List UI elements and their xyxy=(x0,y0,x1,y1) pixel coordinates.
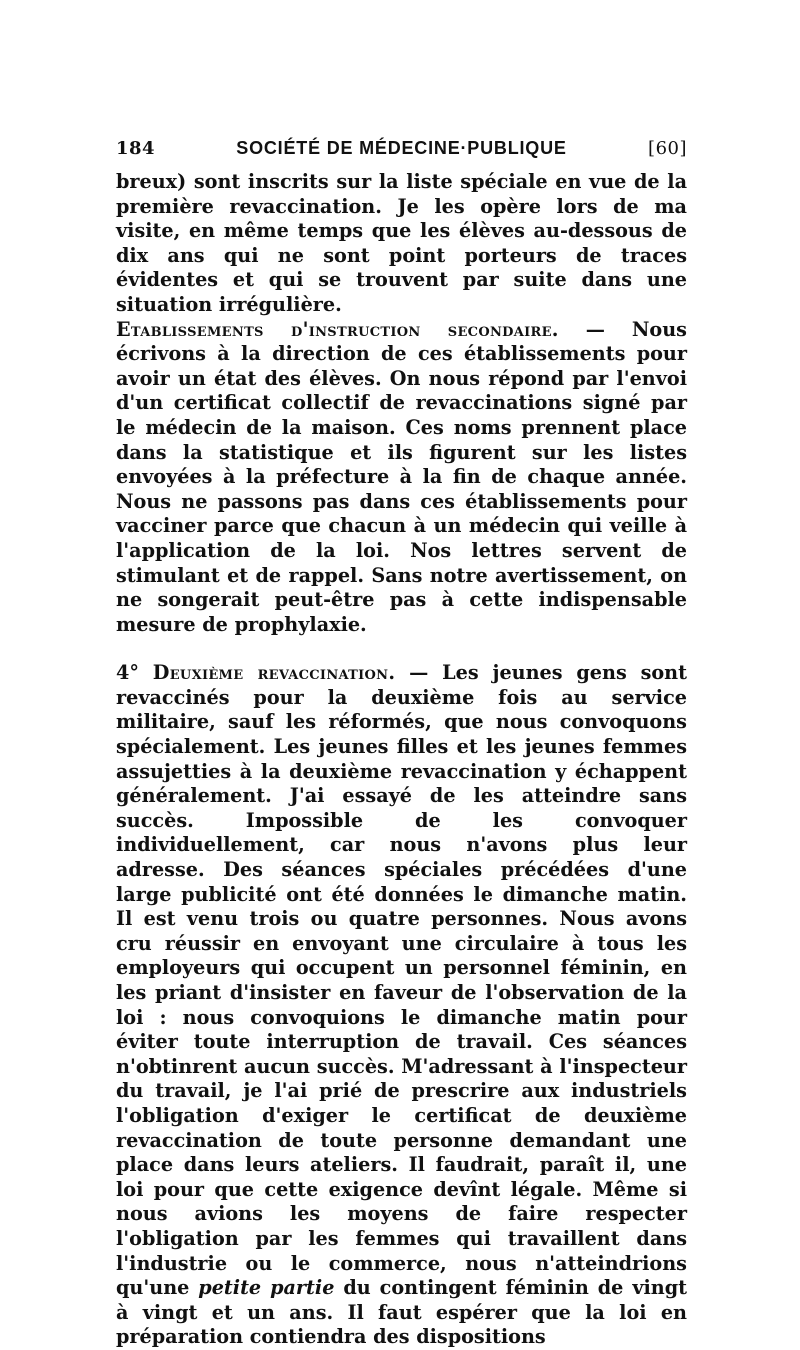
paragraph-text: Les jeunes gens sont revaccinés pour la deuxième fois au service militaire, sauf les réformés, que nous convoquons spécialement. Les jeunes filles et les jeunes femmes assujetties à la deuxième revaccination y échappent généralement. J'ai essayé de les atteindre sans succès. Impossible de les convoquer individuellement, car nous n'avons plus leur adresse. Des séances spéciales précédées d'une large publicité ont été données le dimanche matin. Il est venu trois ou quatre personnes. Nous avons cru réussir en envoyant une circulaire à tous les employeurs qui occupent un personnel féminin, en les priant d'insister en faveur de l'observation de la loi : nous convoquions le dimanche matin pour éviter toute interruption de travail. Ces séances n'obtinrent aucun succès. M'adressant à l'inspecteur du travail, je l'ai prié de prescrire aux industriels l'obligation d'exiger le certificat de deuxième revaccination de toute personne demandant une place dans leurs ateliers. Il faudrait, paraît il, une loi pour que cette exigence devînt légale. Même si nous avions les moyens de faire respecter l'obligation par les femmes qui travaillent dans l'industrie ou le commerce, nous n'atteindrions qu'une xyxy=(116,661,687,1300)
section-heading: Etablissements d'instruction secondaire. xyxy=(116,317,559,341)
paragraph-continuation xyxy=(116,170,687,318)
running-head xyxy=(116,138,687,164)
paragraph-second-revaccination xyxy=(116,661,687,1350)
paragraph-secondary-schools xyxy=(116,318,687,638)
section-heading: Deuxième revaccination. xyxy=(152,661,396,685)
page-number: 184 xyxy=(116,138,156,159)
section-gap xyxy=(116,637,687,661)
signature-mark: [60] xyxy=(648,138,687,159)
heading-dash: — xyxy=(558,317,632,341)
paragraph-text: breux) sont inscrits sur la liste spéciale en vue de la première revaccination. Je les opère lors de ma visite, en même temps que les élèves au-dessous de dix ans qui ne sont point porteurs de traces évidentes et qui se trouvent par suite dans une situation irrégulière. xyxy=(116,170,687,316)
section-number: 4° xyxy=(116,661,139,685)
paragraph-text-end: du contingent féminin de vingt à vingt et un ans. Il faut espérer que la loi en préparation contiendra des dispositions xyxy=(116,1276,687,1349)
italic-emphasis: petite partie xyxy=(198,1276,335,1300)
body-text xyxy=(116,170,687,1350)
paragraph-text: Nous écrivons à la direction de ces établissements pour avoir un état des élèves. On nous répond par l'envoi d'un certificat collectif de revaccinations signé par le médecin de la maison. Ces noms prennent place dans la statistique et ils figurent sur les listes envoyées à la préfecture à la fin de chaque année. Nous ne passons pas dans ces établissements pour vacciner parce que chacun à un médecin qui veille à l'application de la loi. Nos lettres servent de stimulant et de rappel. Sans notre avertissement, on ne songerait peut-être pas à cette indispensable mesure de prophylaxie. xyxy=(116,317,687,636)
running-title: SOCIÉTÉ DE MÉDECINE·PUBLIQUE xyxy=(236,138,567,158)
heading-dash: — xyxy=(395,661,443,685)
